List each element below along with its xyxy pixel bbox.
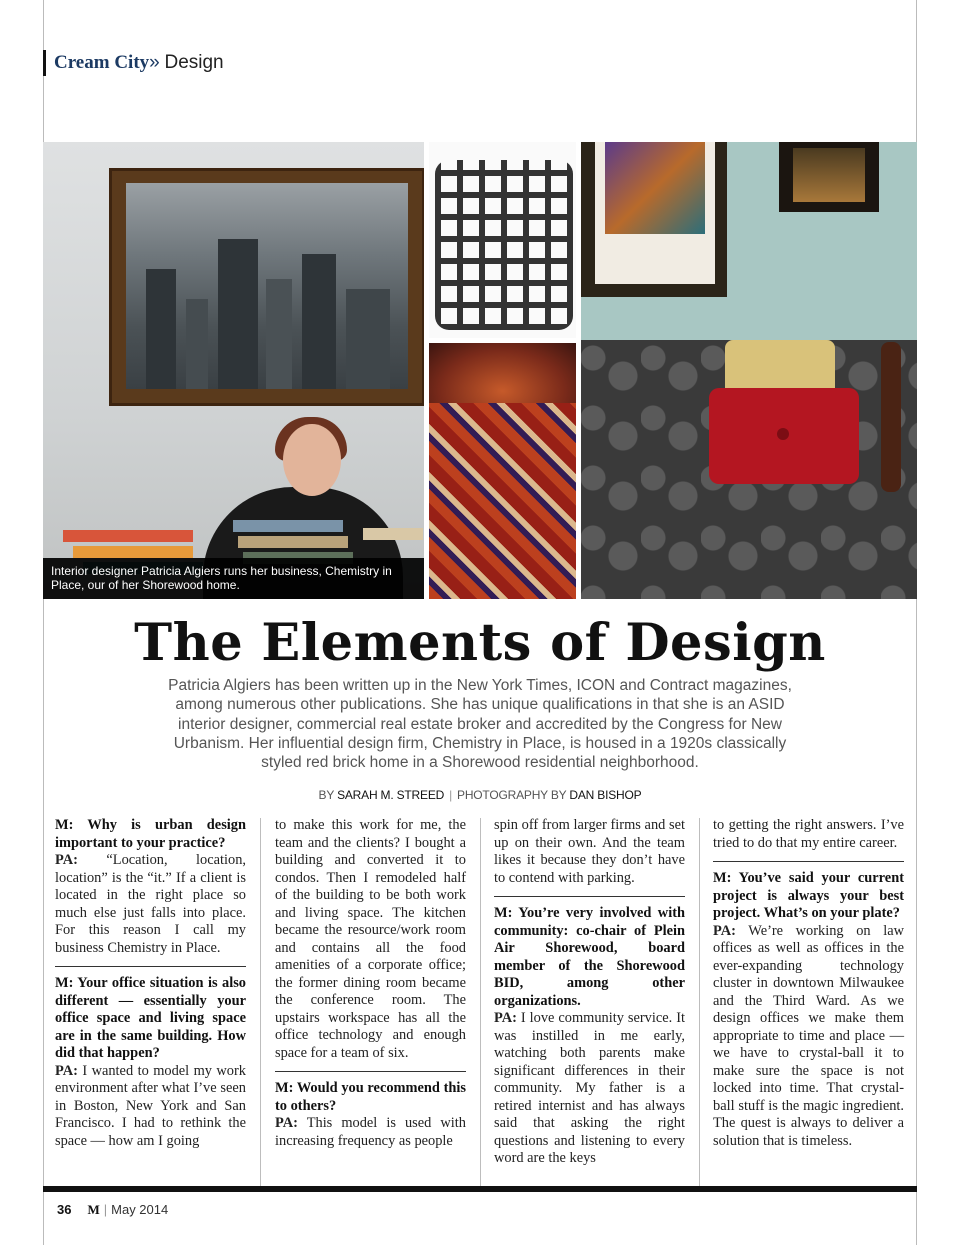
interview-answer: PA: I wanted to model my work environment after what I’ve seen in Boston, New York and San Francisco. I had to rethink the space — how am I going [55,1062,246,1149]
photo-sofa-pillows [581,142,917,599]
column-divider [699,818,700,1186]
page-footer: 36 M | May 2014 [57,1202,169,1217]
photo-caption: Interior designer Patricia Algiers runs her business, Chemistry in Place, our of her Shorewood home. [43,558,424,599]
byline-author: SARAH M. STREED [337,788,445,802]
interview-answer: PA: I love community service. It was instilled in me early, watching both parents make significant differences in their community. My father is a retired internist and has always said that asking the right questions and listening to every word are the keys [494,1010,685,1166]
framed-city-photo [109,168,424,406]
section-rule [713,861,904,862]
section-brand: Cream City [54,52,150,73]
interview-answer-continued: to make this work for me, the team and the clients? I bought a building and converted it to condos. Then I remodeled half of the building to be both work and living space. The kitchen became the resource/work room and contains all the food amenities of a corporate office; the former dining room became the conference room. The upstairs workspace has all the office technology and enough space for a team of six. [275,817,466,1061]
footer-rule [43,1186,917,1192]
interview-answer: PA: This model is used with increasing frequency as people [275,1115,466,1149]
byline-prefix: BY [318,788,338,802]
interview-question: M: Why is urban design important to your practice? [55,817,246,851]
interview-question: M: You’re very involved with community: co-chair of Plein Air Shorewood, board member of the Shorewood BID, among other organizations. [494,905,685,1009]
article-dek: Patricia Algiers has been written up in the New York Times, ICON and Contract magazines, among numerous other publications. She has unique qualifications in that she is an ASID interior designer, commercial real estate broker and accredited by the Congress for New Urbanism. Her influential design firm, Chemistry in Place, is housed in a 1920s classically styled red brick home in a Shorewood residential neighborhood. [168,677,792,772]
interview-answer-continued: spin off from larger firms and set up on their own. And the team likes it because they don’t have to contend with parking. [494,817,685,886]
byline-photo-prefix: PHOTOGRAPHY BY [457,788,570,802]
framed-artwork [581,142,727,297]
interview-question: M: Would you recommend this to others? [275,1080,466,1114]
article-column-1 [55,817,246,1150]
interview-answer-continued: to getting the right answers. I’ve tried to do that my entire career. [713,817,904,851]
page-number: 36 [57,1202,72,1217]
photo-designer-portrait [43,142,424,599]
section-separator: » [149,52,160,73]
column-divider [480,818,481,1186]
article-column-2 [275,817,466,1150]
column-divider [260,818,261,1186]
interview-question: M: Your office situation is also different — essentially your office space and living space are in the same building. How did that happen? [55,975,246,1061]
section-header [43,50,224,76]
article-title: The Elements of Design [134,613,826,673]
article-column-4 [713,817,904,1150]
framed-painting [779,142,879,212]
interview-answer: PA: We’re working on law offices as well as offices in the ever-expanding technology cluster in downtown Milwaukee and the Third Ward. As we design offices we make them appropriate to time and place — we have to crystal-ball it to make sure the space is not locked into time. That crystal-ball stuff is the magic ingredient. The quest is always to deliver a solution that is timeless. [713,922,904,1149]
section-rule [275,1071,466,1072]
section-name: Design [164,52,224,73]
article-byline: BY SARAH M. STREED | PHOTOGRAPHY BY DAN BISHOP [318,788,642,802]
section-rule [55,966,246,967]
photo-kilim-ottoman [429,343,576,599]
photo-collage [43,142,917,599]
article-column-3 [494,817,685,1168]
byline-photographer: DAN BISHOP [569,788,642,802]
issue-date: May 2014 [111,1202,169,1217]
section-rule [494,896,685,897]
photo-patterned-mugs [429,142,576,338]
interview-question: M: You’ve said your current project is always your best project. What’s on your plate? [713,870,904,921]
interview-answer: PA: “Location, location, location” is the “it.” If a client is located in the right place so much else just falls into place. For this reason I call my business Chemistry in Place. [55,852,246,956]
magazine-logo: M [87,1202,100,1217]
